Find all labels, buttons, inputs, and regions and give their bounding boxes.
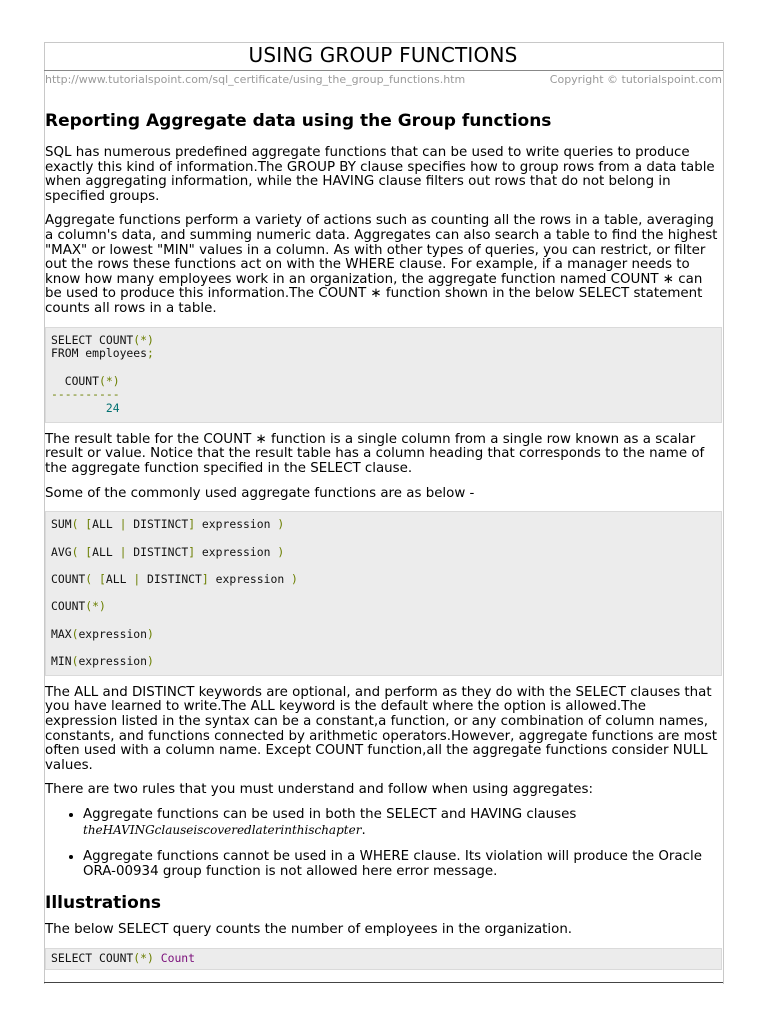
paragraph: The ALL and DISTINCT keywords are optional, and perform as they do with the SELECT clauses that you have learned to write.The ALL keyword is the default where the option is allowed.The expression listed in the syntax can be a constant,a function, or any combination of column names, constants, and functions connected by arithmetic operators.However, aggregate functions are most often used with a column name. Except COUNT function,all the aggregate functions consider NULL values. <box>45 684 718 773</box>
code-text: expression <box>195 517 271 532</box>
paragraph: Some of the commonly used aggregate functions are as below - <box>45 485 475 501</box>
code-punct: (*) <box>99 373 120 388</box>
code-text: SELECT COUNT <box>51 950 134 965</box>
rules-list <box>45 808 722 879</box>
code-punct: ( <box>85 571 100 586</box>
code-block <box>45 948 722 970</box>
code-punct: | <box>119 517 127 532</box>
code-text: DISTINCT <box>126 544 189 559</box>
code-punct: ; <box>147 346 154 361</box>
code-text: COUNT <box>51 571 86 586</box>
paragraph: The below SELECT query counts the number of employees in the organization. <box>45 922 573 938</box>
code-number: 24 <box>51 401 120 416</box>
code-punct: [ <box>85 544 93 559</box>
code-text: expression <box>195 544 271 559</box>
code-text: SUM <box>51 517 72 532</box>
code-punct: ] <box>188 517 196 532</box>
section-heading: Reporting Aggregate data using the Group functions <box>45 111 552 131</box>
page-title: USING GROUP FUNCTIONS <box>248 43 518 67</box>
code-text: ALL <box>92 544 120 559</box>
code-punct: ( <box>71 544 86 559</box>
code-punct: (*) <box>133 950 154 965</box>
code-punct: ) <box>147 626 154 641</box>
code-punct: ( <box>71 626 79 641</box>
paragraph: SQL has numerous predefined aggregate functions that can be used to write queries to produce exactly this kind of information.The GROUP BY clause specifies how to group rows from a data table when aggregating information, while the HAVING clause filters out rows that do not belong in specified groups. <box>45 145 715 204</box>
code-text: ALL <box>105 571 134 586</box>
code-text: expression <box>78 654 148 669</box>
code-text: AVG <box>51 544 72 559</box>
code-text: DISTINCT <box>140 571 202 586</box>
list-item <box>83 808 722 838</box>
copyright-notice: Copyright © tutorialspoint.com <box>549 73 722 86</box>
code-text: ALL <box>92 517 120 532</box>
code-punct: (*) <box>133 332 154 347</box>
code-text: FROM employees <box>51 346 148 361</box>
code-punct: ( <box>71 517 86 532</box>
list-item-note: theHAVINGclauseiscoveredlaterinthischapter <box>83 822 362 837</box>
code-block <box>45 511 722 676</box>
paragraph: The result table for the COUNT ∗ function is a single column from a single row known as a scalar result or value. Notice that the result table has a column heading that corresponds to the name of the aggregate function specified in the SELECT clause. <box>45 431 705 476</box>
code-text: expression <box>78 626 148 641</box>
list-item <box>83 850 722 879</box>
title-divider <box>44 70 723 71</box>
section-heading: Illustrations <box>45 893 162 914</box>
code-punct: | <box>119 544 127 559</box>
code-punct: ] <box>188 544 196 559</box>
code-alias: Count <box>153 950 196 965</box>
list-item-note-end: . <box>361 822 366 838</box>
page-bottom-rule <box>44 982 723 983</box>
code-text: SELECT COUNT <box>51 332 134 347</box>
paragraph: There are two rules that you must understand and follow when using aggregates: <box>45 782 593 798</box>
code-punct: | <box>133 571 141 586</box>
code-text: MAX <box>51 626 72 641</box>
code-divider: ---------- <box>51 387 120 402</box>
code-block <box>45 327 722 423</box>
code-text: MIN <box>51 654 72 669</box>
paragraph: Aggregate functions perform a variety of actions such as counting all the rows in a table, averaging a column's data, and summing numeric data. Aggregates can also search a table to find the highest "MAX" or lowest "MIN" values in a column. As with other types of queries, you can restrict, or filter out the rows these functions act on with the WHERE clause. For example, if a manager needs to know how many employees work in an organization, the aggregate function named COUNT ∗ can be used to produce this information.The COUNT ∗ function shown in the below SELECT statement counts all rows in a table. <box>45 213 718 316</box>
source-url[interactable]: http://www.tutorialspoint.com/sql_certificate/using_the_group_functions.htm <box>45 73 466 86</box>
code-punct: ) <box>270 517 285 532</box>
code-text: COUNT <box>51 373 100 388</box>
code-text: DISTINCT <box>126 517 189 532</box>
code-punct: (*) <box>85 599 106 614</box>
code-punct: ) <box>270 544 285 559</box>
code-punct: ( <box>71 654 79 669</box>
code-punct: ) <box>147 654 154 669</box>
code-text: expression <box>208 571 285 586</box>
list-item-text: Aggregate functions can be used in both the SELECT and HAVING clauses <box>83 807 577 823</box>
article-content <box>45 110 722 970</box>
code-punct: [ <box>85 517 93 532</box>
code-text: COUNT <box>51 599 86 614</box>
code-punct: ) <box>284 571 298 586</box>
list-item-text: Aggregate functions cannot be used in a WHERE clause. Its violation will produce the Oracle ORA-00934 group function is not allowed here error message. <box>83 849 702 879</box>
code-punct: [ <box>99 571 106 586</box>
code-punct: ] <box>201 571 209 586</box>
